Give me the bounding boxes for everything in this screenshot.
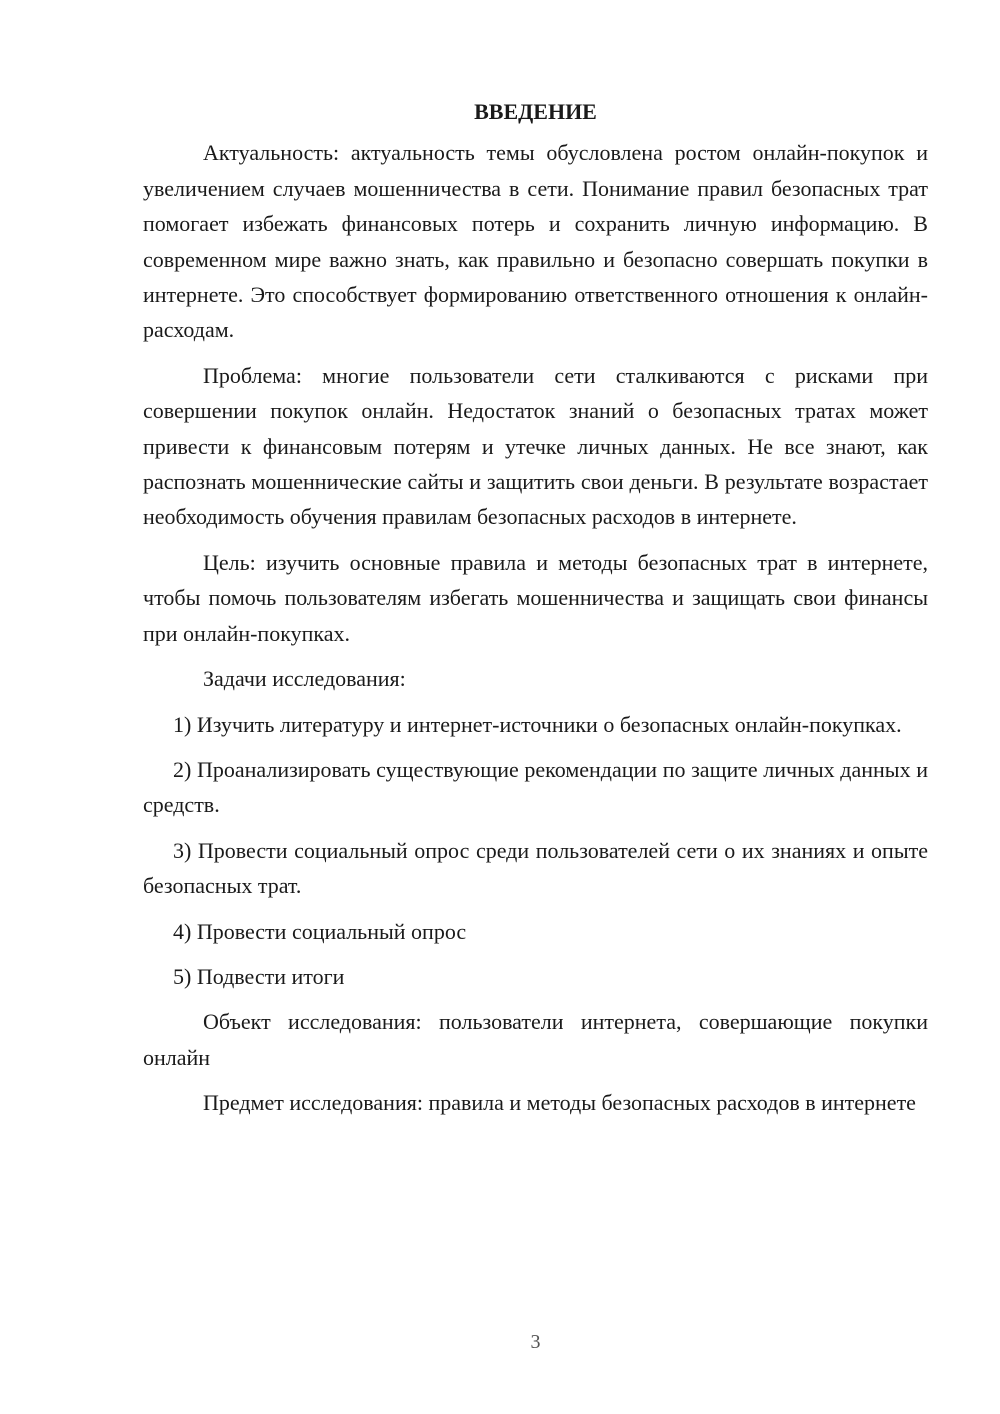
paragraph-relevance: Актуальность: актуальность темы обусловлена ростом онлайн-покупок и увеличением случаев мошенничества в сети. Понимание правил безопасных трат помогает избежать финансовых потерь и сохранить личную информацию. В современном мире важно знать, как правильно и безопасно совершать покупки в интернете. Это способствует формированию ответственного отношения к онлайн-расходам. [143, 140, 928, 343]
task-item-4: 4) Провести социальный опрос [173, 918, 467, 944]
page-title: ВВЕДЕНИЕ [474, 99, 597, 124]
task-item-2: 2) Проанализировать существующие рекомендации по защите личных данных и средств. [143, 756, 928, 818]
paragraph-subject: Предмет исследования: правила и методы безопасных расходов в интернете [203, 1090, 916, 1116]
page-number: 3 [530, 1331, 541, 1353]
paragraph-problem: Проблема: многие пользователи сети сталкиваются с рисками при совершении покупок онлайн. Недостаток знаний о безопасных тратах может привести к финансовым потерям и утечке личных данных. Не все знают, как распознать мошеннические сайты и защитить свои деньги. В результате возрастает необходимость обучения правилам безопасных расходов в интернете. [143, 362, 928, 530]
paragraph-goal: Цель: изучить основные правила и методы безопасных трат в интернете, чтобы помочь пользователям избегать мошенничества и защищать свои финансы при онлайн-покупках. [143, 549, 928, 646]
paragraph-object: Объект исследования: пользователи интернета, совершающие покупки онлайн [143, 1009, 928, 1070]
task-item-1: 1) Изучить литературу и интернет-источники о безопасных онлайн-покупках. [173, 711, 902, 737]
tasks-heading: Задачи исследования: [203, 666, 406, 692]
task-item-3: 3) Провести социальный опрос среди пользователей сети о их знаниях и опыте безопасных трат. [143, 837, 928, 899]
task-item-5: 5) Подвести итоги [173, 963, 345, 989]
